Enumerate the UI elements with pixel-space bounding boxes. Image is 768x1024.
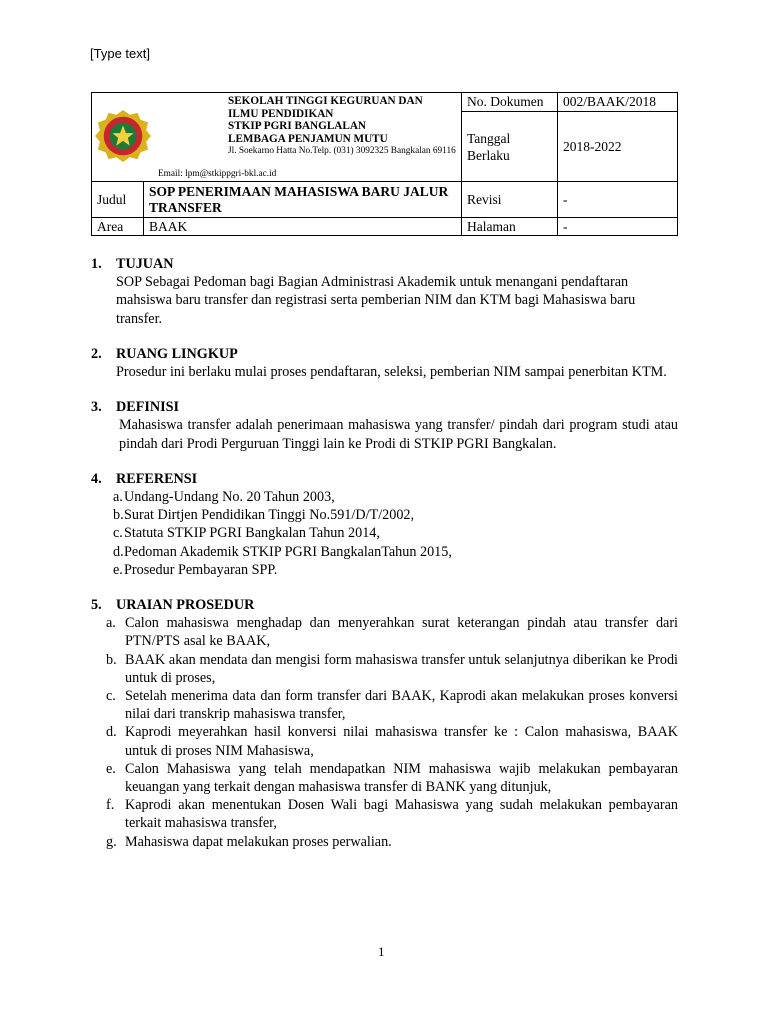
- no-dokumen-value: 002/BAAK/2018: [558, 93, 678, 112]
- list-item: [113, 506, 678, 524]
- list-item: [106, 760, 678, 796]
- section-number: 1.: [91, 256, 102, 272]
- list-letter: g.: [106, 833, 117, 850]
- institution-line-1: SEKOLAH TINGGI KEGURUAN DAN: [228, 95, 423, 107]
- list-text: Kaprodi meyerahkan hasil konversi nilai mahasiswa transfer ke : Calon mahasiswa, BAAK untuk di proses NIM Mahasiswa,: [125, 724, 678, 759]
- list-item: [113, 524, 678, 542]
- list-letter: c.: [106, 688, 116, 705]
- section-title: TUJUAN: [116, 256, 174, 272]
- section-number: 3.: [91, 399, 102, 416]
- list-text: Surat Dirtjen Pendidikan Tinggi No.591/D/T/2002,: [124, 507, 415, 524]
- list-text: Calon Mahasiswa yang telah mendapatkan NIM mahasiswa wajib melakukan pembayaran keuangan yang terkait dengan mahasiswa transfer di BANK yang ditunjuk,: [125, 760, 678, 796]
- section-body: Mahasiswa transfer adalah penerimaan mahasiswa yang transfer/ pindah dari program studi atau pindah dari Prodi Perguruan Tinggi lain ke Prodi di STKIP PGRI Bangkalan.: [119, 417, 678, 452]
- section-referensi: [91, 470, 678, 579]
- revisi-value: -: [558, 182, 678, 218]
- document-body: [91, 255, 678, 868]
- area-label: Area: [92, 218, 144, 236]
- list-letter: f.: [106, 797, 115, 814]
- list-letter: e.: [106, 760, 116, 777]
- list-letter: b.: [113, 507, 124, 524]
- list-item: [106, 833, 678, 851]
- list-text: Kaprodi akan menentukan Dosen Wali bagi Mahasiswa yang sudah melakukan pembayaran terkait mahasiswa transfer,: [125, 797, 678, 832]
- section-body: SOP Sebagai Pedoman bagi Bagian Administrasi Akademik untuk menangani pendaftaran mahsiswa baru transfer dan registrasi serta pemberian NIM dan KTM bagi Mahasiswa baru transfer.: [116, 274, 636, 327]
- page-number: 1: [378, 944, 385, 959]
- list-text: Pedoman Akademik STKIP PGRI BangkalanTahun 2015,: [124, 543, 452, 560]
- section-ruang-lingkup: [91, 345, 678, 381]
- section-title: REFERENSI: [116, 470, 198, 487]
- list-item: [113, 488, 678, 506]
- halaman-label: Halaman: [462, 218, 558, 236]
- list-letter: d.: [106, 724, 117, 741]
- list-text: Statuta STKIP PGRI Bangkalan Tahun 2014,: [124, 525, 380, 542]
- institution-email: Email: lpm@stkippgri-bkl.ac.id: [158, 169, 277, 179]
- prosedur-list: [91, 614, 678, 851]
- institution-line-3: STKIP PGRI BANGLALAN: [228, 120, 367, 132]
- list-text: Setelah menerima data dan form transfer dari BAAK, Kaprodi akan melakukan proses konversi nilai dari transkrip mahasiswa transfer,: [125, 688, 678, 723]
- section-definisi: [91, 398, 678, 453]
- section-uraian-prosedur: [91, 596, 678, 851]
- institution-line-4: LEMBAGA PENJAMUN MUTU: [228, 132, 388, 145]
- list-item: [113, 543, 678, 561]
- section-tujuan: [91, 255, 678, 328]
- section-number: 4.: [91, 470, 102, 487]
- section-number: 2.: [91, 345, 102, 362]
- list-text: Prosedur Pembayaran SPP.: [124, 561, 278, 578]
- institution-header: [92, 93, 462, 182]
- judul-value: SOP PENERIMAAN MAHASISWA BARU JALUR TRANSFER: [144, 182, 462, 218]
- list-letter: a.: [113, 489, 123, 506]
- judul-label: Judul: [92, 182, 144, 218]
- list-text: BAAK akan mendata dan mengisi form mahasiswa transfer untuk selanjutnya diberikan ke Prodi untuk di proses,: [125, 651, 678, 686]
- list-item: [106, 723, 678, 759]
- list-item: [106, 651, 678, 687]
- list-letter: a.: [106, 615, 116, 632]
- list-text: Undang-Undang No. 20 Tahun 2003,: [124, 489, 335, 506]
- list-letter: c.: [113, 525, 123, 542]
- document-info-table: [91, 92, 678, 236]
- tanggal-berlaku-value: 2018-2022: [558, 112, 678, 182]
- institution-line-2: ILMU PENDIDIKAN: [228, 107, 334, 120]
- tanggal-berlaku-label: Tanggal Berlaku: [462, 112, 558, 182]
- institution-address: Jl. Soekarno Hatta No.Telp. (031) 3092325 Bangkalan 69116: [228, 146, 456, 156]
- list-item: [113, 561, 678, 579]
- section-number: 5.: [91, 597, 102, 614]
- list-letter: e.: [113, 561, 123, 578]
- institution-logo-icon: [94, 109, 152, 163]
- no-dokumen-label: No. Dokumen: [462, 93, 558, 112]
- list-text: Calon mahasiswa menghadap dan menyerahkan surat keterangan pindah atau transfer dari PTN/PTS asal ke BAAK,: [125, 615, 678, 650]
- list-letter: d.: [113, 543, 124, 560]
- referensi-list: [91, 488, 678, 579]
- list-letter: b.: [106, 651, 117, 668]
- section-title: RUANG LINGKUP: [116, 345, 238, 362]
- halaman-value: -: [558, 218, 678, 236]
- area-value: BAAK: [144, 218, 462, 236]
- list-text: Mahasiswa dapat melakukan proses perwalian.: [125, 833, 392, 850]
- list-item: [106, 687, 678, 723]
- section-body: Prosedur ini berlaku mulai proses pendaftaran, seleksi, pemberian NIM sampai penerbitan KTM.: [116, 364, 667, 381]
- revisi-label: Revisi: [462, 182, 558, 218]
- list-item: [106, 614, 678, 650]
- header-placeholder-text: [Type text]: [90, 46, 150, 61]
- section-title: URAIAN PROSEDUR: [116, 597, 255, 614]
- section-title: DEFINISI: [116, 399, 180, 416]
- list-item: [106, 796, 678, 832]
